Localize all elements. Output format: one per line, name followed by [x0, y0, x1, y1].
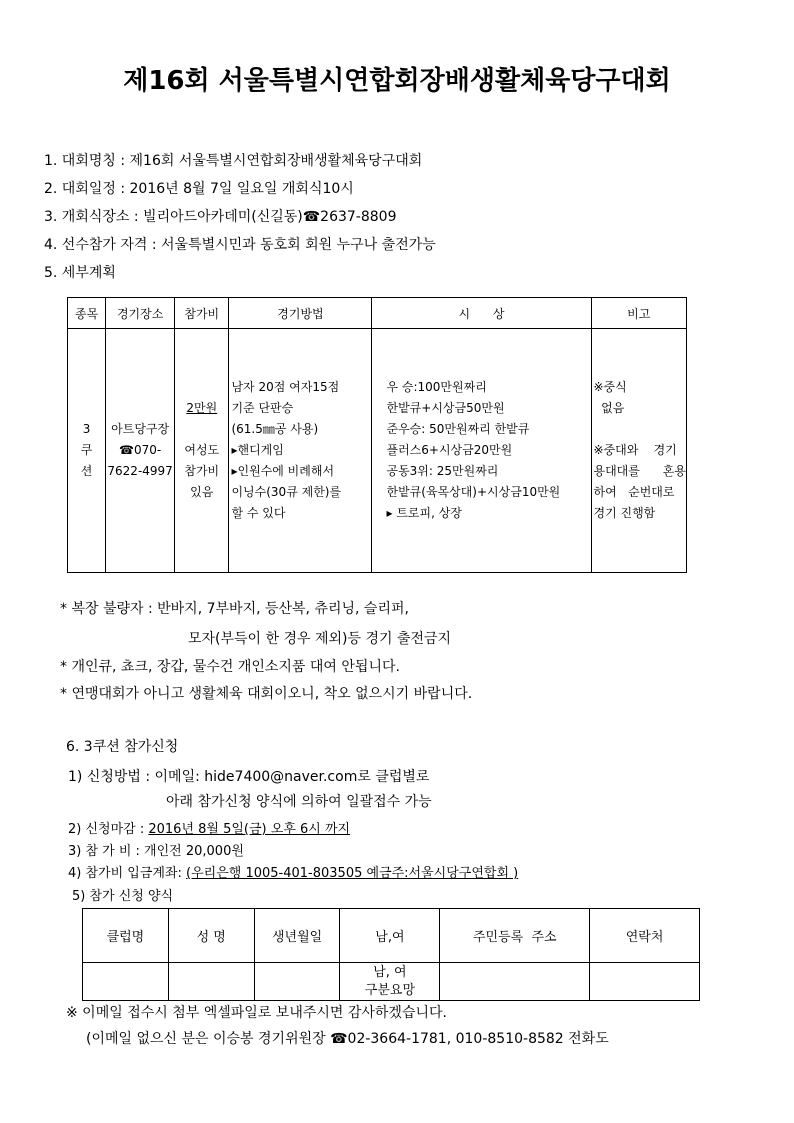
form-entry-birthdate[interactable]	[254, 963, 340, 1001]
prize-line: 공동3위: 25만원짜리	[386, 464, 499, 478]
form-heading: 5) 참가 신청 양식	[72, 889, 174, 904]
item-event-name: 1. 대회명칭 : 제16회 서울특별시연합회장배생활체육당구대회	[44, 153, 423, 169]
footer-phone-note: (이메일 없으신 분은 이승봉 경기위원장 ☎02-3664-1781, 010-8510-8582 전화도	[86, 1031, 609, 1047]
note-dress-code-cont: 모자(부득이 한 경우 제외)등 경기 출전금지	[188, 631, 452, 647]
entry-fee: 3) 참 가 비 : 개인전 20,000원	[68, 844, 244, 859]
fee-cell	[175, 329, 229, 573]
venue-line: ☎070-	[119, 443, 162, 457]
prize-cell	[372, 329, 591, 573]
form-header-address: 주민등록 주소	[440, 909, 590, 963]
prize-line: ▸ 트로피, 상장	[386, 506, 462, 520]
remarks-line: 하여 순번대로	[593, 485, 675, 499]
fee-line: 있음	[190, 485, 214, 499]
form-entry-club[interactable]	[83, 963, 169, 1001]
note-disclaimer: * 연맹대회가 아니고 생활체육 대회이오니, 착오 없으시기 바랍니다.	[60, 686, 473, 702]
apply-deadline-value: 2016년 8월 5일(금) 오후 6시 까지	[148, 822, 351, 837]
method-line: 이닝수(30큐 제한)를	[231, 485, 342, 499]
header-venue: 경기장소	[106, 298, 175, 329]
prize-line: 한밭큐(육목상대)+시상금10만원	[386, 485, 561, 499]
apply-deadline-label: 2) 신청마감 :	[68, 822, 149, 837]
event-line: 쿠	[80, 443, 93, 457]
bank-account-value: (우리은행 1005-401-803505 예금주:서울시당구연합회 )	[186, 866, 519, 881]
form-header-gender: 남,여	[340, 909, 440, 963]
venue-line: 아트당구장	[111, 422, 170, 436]
bank-account-label: 4) 참가비 입금계좌:	[68, 866, 187, 881]
venue-cell	[106, 329, 175, 573]
schedule-row	[68, 329, 687, 573]
schedule-table	[67, 297, 687, 573]
note-dress-code: * 복장 불량자 : 반바지, 7부바지, 등산복, 츄리닝, 슬리퍼,	[60, 601, 409, 617]
note-personal-items: * 개인큐, 쵸크, 장갑, 물수건 개인소지품 대여 안됩니다.	[60, 659, 400, 675]
event-line: 션	[80, 464, 93, 478]
footer-email-note: ※ 이메일 접수시 첨부 엑셀파일로 보내주시면 감사하겠습니다.	[66, 1005, 447, 1021]
method-line: ▸인원수에 비례해서	[231, 464, 335, 478]
header-remarks: 비고	[591, 298, 687, 329]
form-header-club: 클럽명	[83, 909, 169, 963]
prize-line: 플러스6+시상금20만원	[386, 443, 513, 457]
event-line: 3	[82, 422, 91, 436]
form-header-name: 성 명	[168, 909, 254, 963]
form-entry-row	[83, 963, 700, 1001]
header-method: 경기방법	[229, 298, 372, 329]
header-fee: 참가비	[175, 298, 229, 329]
form-header-row	[83, 909, 700, 963]
form-entry-contact[interactable]	[590, 963, 700, 1001]
apply-method-cont: 아래 참가신청 양식에 의하여 일괄접수 가능	[166, 794, 432, 810]
section6-heading: 6. 3쿠션 참가신청	[66, 739, 179, 755]
item-venue: 3. 개회식장소 : 빌리아드아카데미(신길동)☎2637-8809	[44, 209, 397, 225]
fee-line: 2만원	[186, 401, 218, 415]
remarks-line: 경기 진행함	[593, 506, 656, 520]
header-event: 종목	[68, 298, 106, 329]
item-detail-plan: 5. 세부계획	[44, 265, 116, 281]
header-prize: 시 상	[372, 298, 591, 329]
fee-line: 참가비	[184, 464, 220, 478]
gender-instruction: 구분요망	[364, 982, 416, 998]
fee-line: 여성도	[184, 443, 220, 457]
item-eligibility: 4. 선수참가 자격 : 서울특별시민과 동호회 회원 누구나 출전가능	[44, 237, 436, 253]
form-header-birthdate: 생년월일	[254, 909, 340, 963]
form-entry-address[interactable]	[440, 963, 590, 1001]
remarks-line: 없음	[593, 401, 625, 415]
gender-option: 남, 여	[373, 964, 407, 980]
page-title: 제16회 서울특별시연합회장배생활체육당구대회	[123, 66, 671, 96]
apply-method: 1) 신청방법 : 이메일: hide7400@naver.com로 클럽별로	[68, 769, 430, 785]
remarks-cell	[591, 329, 687, 573]
prize-line: 한밭큐+시상금50만원	[386, 401, 505, 415]
method-line: ▸핸디게임	[231, 443, 284, 457]
form-entry-gender[interactable]	[340, 963, 440, 1001]
prize-line: 준우승: 50만원짜리 한밭큐	[386, 422, 530, 436]
remarks-line: ※중대와 경기	[593, 443, 677, 457]
method-cell	[229, 329, 372, 573]
venue-line: 7622-4997	[107, 464, 173, 478]
event-cell	[68, 329, 106, 573]
form-entry-name[interactable]	[168, 963, 254, 1001]
prize-line: 우 승:100만원짜리	[386, 380, 487, 394]
method-line: 남자 20점 여자15점	[231, 380, 340, 394]
form-header-contact: 연락처	[590, 909, 700, 963]
remarks-line: ※중식	[593, 380, 627, 394]
schedule-header-row	[68, 298, 687, 329]
bank-account	[68, 862, 518, 881]
fee-line	[175, 419, 228, 440]
method-line: 할 수 있다	[231, 506, 286, 520]
remarks-line	[594, 419, 687, 440]
apply-deadline	[68, 818, 350, 837]
method-line: 기준 단판승	[231, 401, 294, 415]
item-event-date: 2. 대회일정 : 2016년 8월 7일 일요일 개회식10시	[44, 181, 354, 197]
remarks-line: 용대대를 혼용	[593, 464, 686, 478]
application-form-table	[82, 908, 700, 1001]
method-line: (61.5㎜공 사용)	[231, 422, 319, 436]
